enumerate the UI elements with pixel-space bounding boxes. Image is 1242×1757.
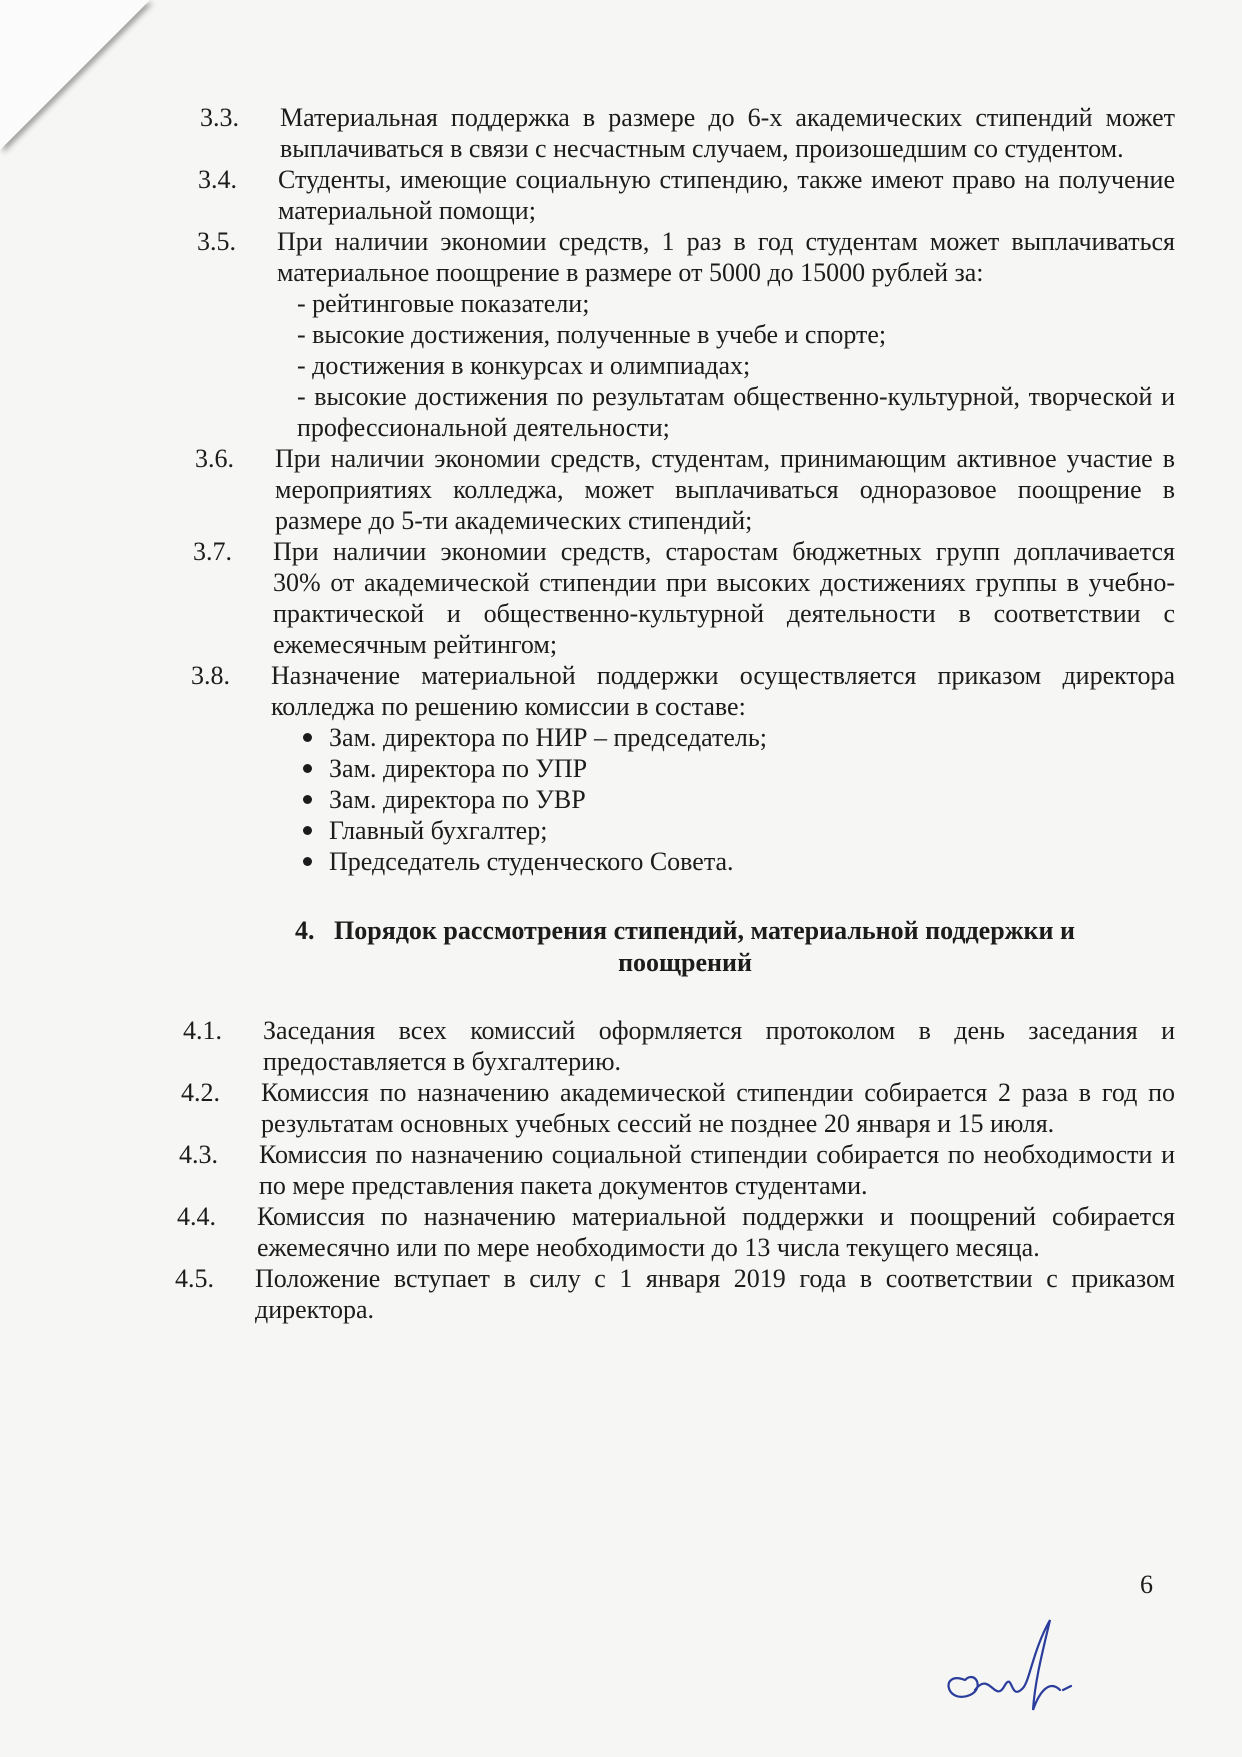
folded-corner (0, 0, 150, 150)
clause-4-5 (175, 1263, 1175, 1325)
clause-text: Заседания всех комиссий оформляется протоколом в день заседания и предоставляется в бухгалтерию. (263, 1016, 1175, 1076)
clause-number: 4.5. (175, 1264, 214, 1293)
dash-item: - высокие достижения, полученные в учебе и спорте; (297, 320, 887, 349)
dash-item: - высокие достижения по результатам общественно-культурной, творческой и профессиональной деятельности; (297, 382, 1175, 442)
clause-text: Комиссия по назначению академической стипендии собирается 2 раза в год по результатам основных учебных сессий не позднее 20 января и 15 июля. (261, 1078, 1175, 1138)
section-title-line: поощрений (618, 948, 752, 977)
clause-number: 3.3. (200, 103, 239, 132)
section-title-line: 4. Порядок рассмотрения стипендий, материальной поддержки и (295, 916, 1075, 945)
clause-number: 4.1. (183, 1016, 222, 1045)
clause-text: При наличии экономии средств, 1 раз в год студентам может выплачиваться материальное поощрение в размере от 5000 до 15000 рублей за: (277, 227, 1175, 287)
clause-number: 4.3. (179, 1140, 218, 1169)
clause-4-2 (181, 1077, 1175, 1139)
clause-number: 3.5. (197, 227, 236, 256)
clause-text: Положение вступает в силу с 1 января 2019 года в соответствии с приказом директора. (255, 1264, 1175, 1324)
clause-3-6 (195, 443, 1175, 536)
dash-item: - рейтинговые показатели; (297, 289, 590, 318)
bullet-item: Зам. директора по УПР (303, 753, 1175, 784)
clause-number: 3.4. (198, 165, 237, 194)
bullet-item: Главный бухгалтер; (303, 815, 1175, 846)
clause-text: Материальная поддержка в размере до 6-х академических стипендий может выплачиваться в связи с несчастным случаем, произошедшим со студентом. (280, 103, 1175, 163)
signature-icon (935, 1610, 1085, 1720)
clause-3-3 (200, 102, 1175, 164)
clause-3-7 (193, 536, 1175, 660)
clause-text: Студенты, имеющие социальную стипендию, также имеют право на получение материальной помощи; (278, 165, 1175, 225)
clause-number: 3.8. (191, 661, 230, 690)
clause-number: 3.7. (193, 537, 232, 566)
page-content (175, 102, 1175, 1325)
bullet-item: Зам. директора по УВР (303, 784, 1175, 815)
clause-4-1 (183, 1015, 1175, 1077)
clause-text: Комиссия по назначению материальной поддержки и поощрений собирается ежемесячно или по мере необходимости до 13 числа текущего месяца. (257, 1202, 1175, 1262)
bullet-item: Зам. директора по НИР – председатель; (303, 722, 1175, 753)
clause-4-3 (179, 1139, 1175, 1201)
clause-text: Комиссия по назначению социальной стипендии собирается по необходимости и по мере представления пакета документов студентами. (259, 1140, 1175, 1200)
clause-text: При наличии экономии средств, старостам бюджетных групп доплачивается 30% от академической стипендии при высоких достижениях группы в учебно-практической и общественно-культурной деятельности в соответствии с ежемесячным рейтингом; (273, 537, 1175, 659)
dash-list (297, 288, 1175, 443)
dash-item: - достижения в конкурсах и олимпиадах; (297, 351, 751, 380)
clause-number: 3.6. (195, 444, 234, 473)
commission-list (191, 722, 1175, 877)
bullet-item: Председатель студенческого Совета. (303, 846, 1175, 877)
clause-text: При наличии экономии средств, студентам, принимающим активное участие в мероприятиях колледжа, может выплачиваться одноразовое поощрение в размере до 5-ти академических стипендий; (275, 444, 1175, 535)
clause-text: Назначение материальной поддержки осуществляется приказом директора колледжа по решению комиссии в составе: (271, 661, 1175, 721)
clause-number: 4.4. (177, 1202, 216, 1231)
section-4-title (195, 915, 1175, 979)
clause-3-5 (197, 226, 1175, 443)
clause-4-4 (177, 1201, 1175, 1263)
clause-3-8 (191, 660, 1175, 877)
clause-3-4 (198, 164, 1175, 226)
page-number: 6 (1140, 1570, 1153, 1599)
clause-number: 4.2. (181, 1078, 220, 1107)
